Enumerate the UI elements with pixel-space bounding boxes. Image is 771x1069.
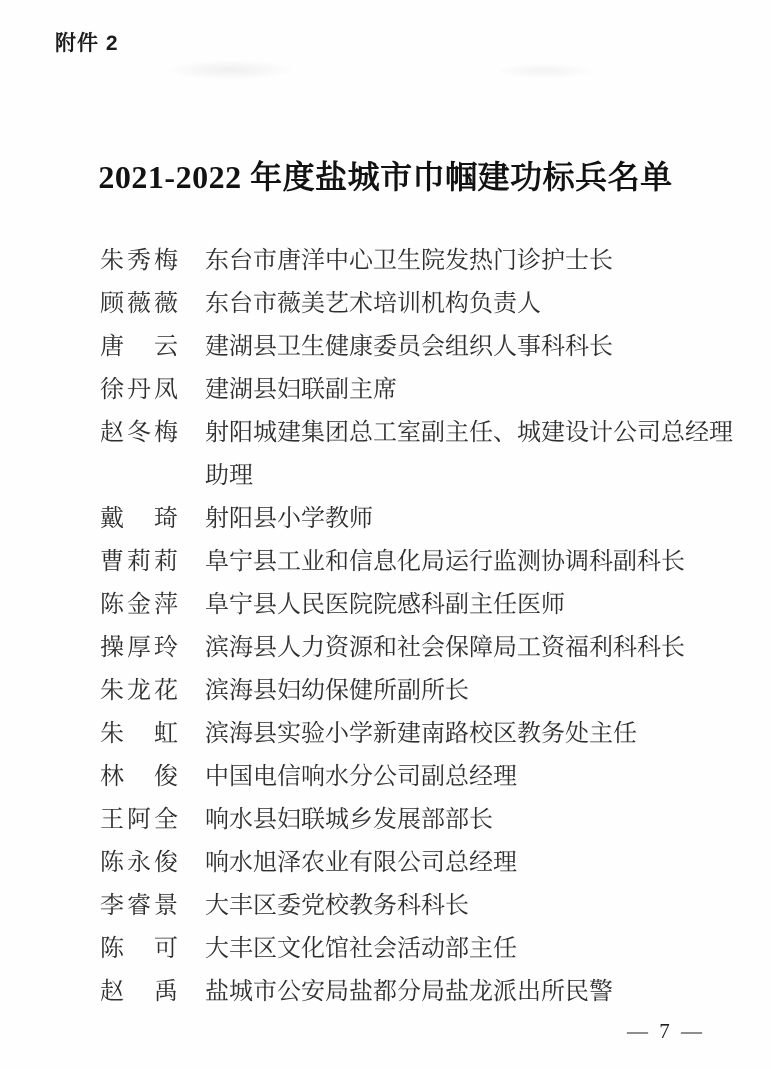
- roster-list: [100, 240, 740, 1014]
- list-item: [100, 928, 740, 971]
- person-name: 朱秀梅: [100, 248, 178, 274]
- person-name: 李睿景: [100, 893, 178, 919]
- person-title: 阜宁县人民医院院感科副主任医师: [205, 592, 565, 618]
- person-name: 赵禹: [100, 979, 178, 1005]
- person-name: 陈金萍: [100, 592, 178, 618]
- person-title: 东台市薇美艺术培训机构负责人: [205, 291, 541, 317]
- list-item: [100, 971, 740, 1014]
- list-item: [100, 713, 740, 756]
- person-name: 顾薇薇: [100, 291, 178, 317]
- attachment-label: 附件 2: [55, 32, 119, 55]
- person-name: 陈可: [100, 936, 178, 962]
- person-title: 滨海县人力资源和社会保障局工资福利科科长: [205, 635, 685, 661]
- list-item: [100, 842, 740, 885]
- person-name: 赵冬梅: [100, 420, 178, 446]
- page-title: 2021-2022 年度盐城市巾帼建功标兵名单: [98, 159, 673, 196]
- person-title: 滨海县妇幼保健所副所长: [205, 678, 469, 704]
- person-name: 王阿全: [100, 807, 178, 833]
- person-title: 中国电信响水分公司副总经理: [205, 764, 517, 790]
- list-item: [100, 885, 740, 928]
- person-title: 射阳县小学教师: [205, 506, 373, 532]
- person-title: 阜宁县工业和信息化局运行监测协调科副科长: [205, 549, 685, 575]
- person-title: 响水县妇联城乡发展部部长: [205, 807, 493, 833]
- scan-smudge: [495, 63, 595, 79]
- person-title: 东台市唐洋中心卫生院发热门诊护士长: [205, 248, 613, 274]
- person-title: 滨海县实验小学新建南路校区教务处主任: [205, 721, 637, 747]
- list-item: [100, 283, 740, 326]
- person-title: 建湖县妇联副主席: [205, 377, 397, 403]
- list-item: [100, 756, 740, 799]
- list-item: [100, 670, 740, 713]
- list-item: [100, 498, 740, 541]
- list-item: [100, 627, 740, 670]
- person-title: 大丰区委党校教务科科长: [205, 893, 469, 919]
- list-item: [100, 326, 740, 369]
- list-item: [100, 799, 740, 842]
- person-title: 建湖县卫生健康委员会组织人事科科长: [205, 334, 613, 360]
- person-title: 大丰区文化馆社会活动部主任: [205, 936, 517, 962]
- list-item: [100, 541, 740, 584]
- list-item: [100, 584, 740, 627]
- person-name: 戴琦: [100, 506, 178, 532]
- person-name: 陈永俊: [100, 850, 178, 876]
- list-item: [100, 369, 740, 412]
- person-title: 射阳城建集团总工室副主任、城建设计公司总经理助理: [205, 420, 733, 489]
- scan-smudge: [165, 60, 295, 80]
- person-title: 响水旭泽农业有限公司总经理: [205, 850, 517, 876]
- person-name: 曹莉莉: [100, 549, 178, 575]
- list-item: [100, 412, 740, 498]
- person-name: 操厚玲: [100, 635, 178, 661]
- person-title: 盐城市公安局盐都分局盐龙派出所民警: [205, 979, 613, 1005]
- page-number: — 7 —: [627, 1019, 705, 1043]
- person-name: 林俊: [100, 764, 178, 790]
- list-item: [100, 240, 740, 283]
- person-name: 徐丹凤: [100, 377, 178, 403]
- person-name: 唐云: [100, 334, 178, 360]
- person-name: 朱虹: [100, 721, 178, 747]
- person-name: 朱龙花: [100, 678, 178, 704]
